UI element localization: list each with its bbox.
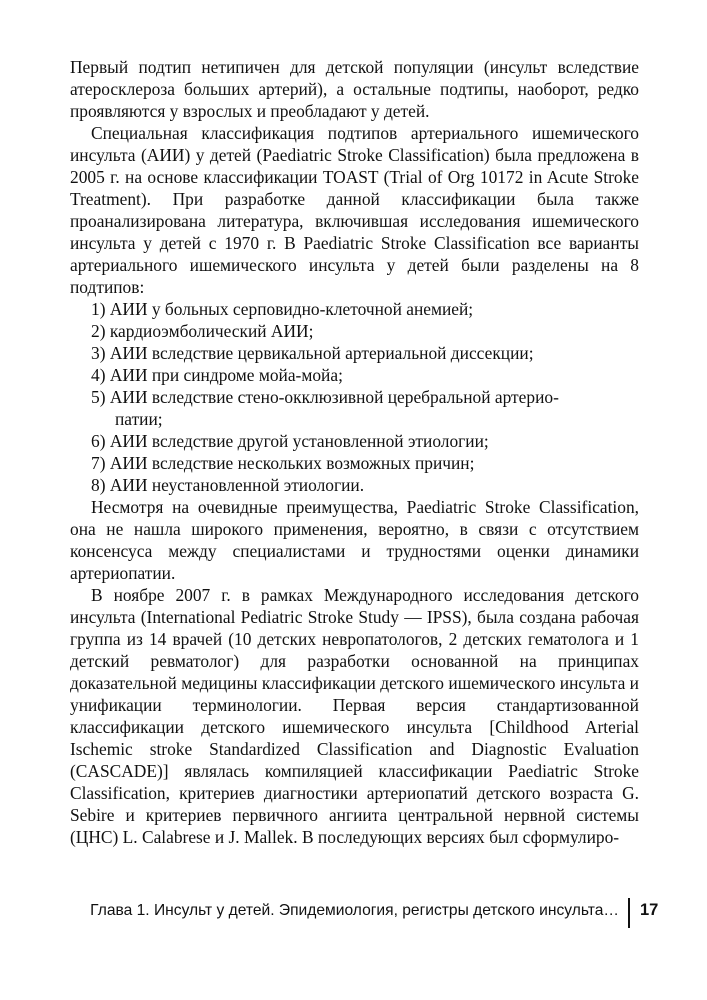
subtype-item-5: [70, 386, 639, 430]
subtype-item-5-line-1: 5) АИИ вследствие стено-окклюзивной церебральной артерио-: [91, 387, 559, 407]
subtype-item-4: 4) АИИ при синдроме мойа-мойа;: [91, 365, 343, 385]
subtype-item-6: 6) АИИ вследствие другой установленной этиологии;: [91, 431, 489, 451]
subtype-list: [70, 298, 639, 496]
page-footer: [0, 898, 707, 928]
subtype-item-5-line-2: патии;: [115, 409, 163, 429]
subtype-item-1: 1) АИИ у больных серповидно-клеточной анемией;: [91, 299, 474, 319]
paragraph-1: Первый подтип нетипичен для детской популяции (инсульт вследствие атеросклероза больших артерий), а остальные подтипы, наоборот, редко проявляются у взрослых и преобладают у детей.: [70, 57, 639, 121]
running-head: Глава 1. Инсульт у детей. Эпидемиология, регистры детского инсульта…: [90, 902, 619, 919]
footer-divider: [628, 898, 630, 928]
paragraph-3: Несмотря на очевидные преимущества, Paediatric Stroke Classification, она не нашла широкого применения, вероятно, в связи с отсутствием консенсуса между специалистами и трудностями оценки динамики артериопатии.: [70, 497, 639, 583]
page-number: 17: [640, 901, 659, 919]
subtype-item-7: 7) АИИ вследствие нескольких возможных причин;: [91, 453, 475, 473]
subtype-item-3: 3) АИИ вследствие цервикальной артериальной диссекции;: [91, 343, 534, 363]
subtype-item-2: 2) кардиоэмболический АИИ;: [91, 321, 314, 341]
main-text: [70, 56, 639, 848]
subtype-item-8: 8) АИИ неустановленной этиологии.: [91, 475, 365, 495]
paragraph-2: Специальная классификация подтипов артериального ишемического инсульта (АИИ) у детей (Paediatric Stroke Classification) была предложена в 2005 г. на основе классификации TOAST (Trial of Org 10172 in Acute Stroke Treatment). При разработке данной классификации была также проанализирована литература, включившая исследования ишемического инсульта у детей с 1970 г. В Paediatric Stroke Classification все варианты артериального ишемического инсульта у детей были разделены на 8 подтипов:: [70, 123, 639, 297]
paragraph-4: В ноябре 2007 г. в рамках Международного исследования детского инсульта (International Pediatric Stroke Study — IPSS), была создана рабочая группа из 14 врачей (10 детских невропатологов, 2 детских гематолога и 1 детский ревматолог) для разработки основанной на принципах доказательной медицины классификации детского ишемического инсульта и унификации терминологии. Первая версия стандартизованной классификации детского ишемического инсульта [Childhood Arterial Ischemic stroke Standardized Classification and Diagnostic Evaluation (CASCADE)] являлась компиляцией классификации Paediatric Stroke Classification, критериев диагностики артериопатий детского возраста G. Sebire и критериев первичного ангиита центральной нервной системы (ЦНС) L. Calabrese и J. Mallek. В последующих версиях был сформулиро-: [70, 585, 639, 847]
